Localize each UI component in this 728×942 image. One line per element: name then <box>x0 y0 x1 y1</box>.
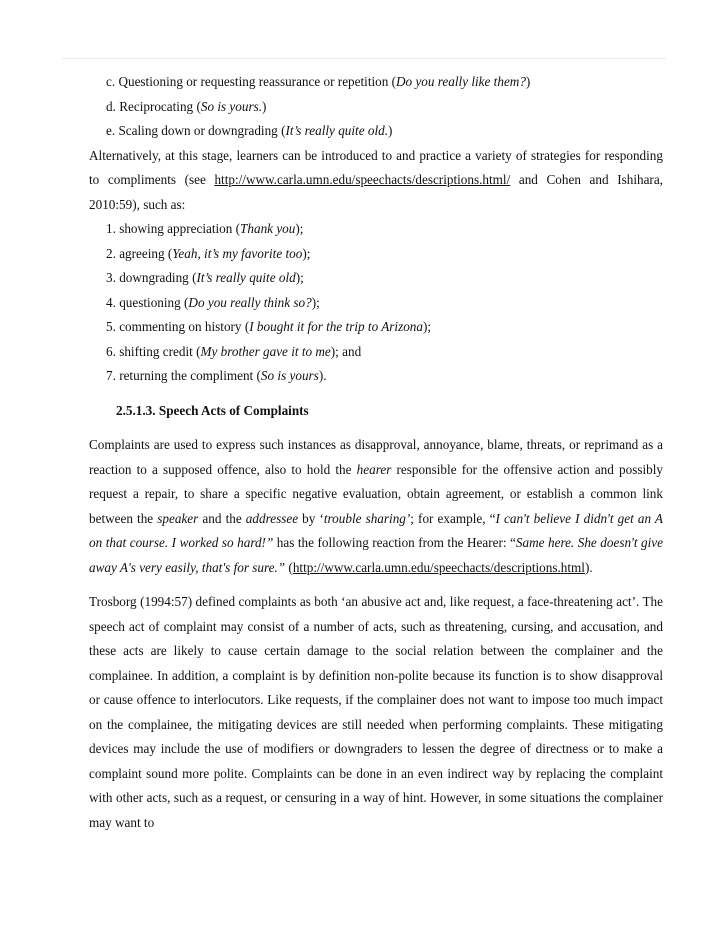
strategy-item: 2. agreeing (Yeah, it’s my favorite too); <box>106 245 311 261</box>
strategy-item: 1. showing appreciation (Thank you); <box>106 221 304 236</box>
spacer <box>89 580 663 590</box>
strategy-item: 6. shifting credit (My brother gave it to me); and <box>106 343 362 359</box>
strategy-item: 4. questioning (Do you really think so?); <box>106 294 320 310</box>
strategy-item: 5. commenting on history (I bought it for the trip to Arizona); <box>106 319 432 334</box>
descriptions-link[interactable]: http://www.carla.umn.edu/speechacts/descriptions.html/ <box>214 172 511 187</box>
paragraph-strategies: Alternatively, at this stage, learners can be introduced to and practice a variety of strategies for responding to compliments (see http://www.carla.umn.edu/speechacts/descriptions.html/ and Cohen and Ishihara, 2010:59), such as: <box>89 147 663 212</box>
list-item-e: e. Scaling down or downgrading (It’s really quite old.) <box>106 123 393 138</box>
paragraph-complaints: Complaints are used to express such instances as disapproval, annoyance, blame, threats, or reprimand as a reaction to a supposed offence, also to hold the hearer responsible for the offensive action and possibly request a repair, to share a specific negative evaluation, obtain agreement, or establish a common link between the speaker and the addressee by ‘trouble sharing’; for example, “I can't believe I didn't get an A on that course. I worked so hard!” has the following reaction from the Hearer: “Same here. She doesn't give away A's very easily, that's for sure.” (http://www.carla.umn.edu/speechacts/descriptions.html). <box>89 437 664 575</box>
descriptions-link[interactable]: http://www.carla.umn.edu/speechacts/descriptions.html <box>292 559 585 575</box>
spacer <box>89 423 663 433</box>
spacer <box>89 389 663 399</box>
header-divider <box>62 58 666 59</box>
list-item-d: d. Reciprocating (So is yours.) <box>106 98 267 114</box>
list-item-c: c. Questioning or requesting reassurance or repetition (Do you really like them?) <box>106 74 531 89</box>
section-heading: 2.5.1.3. Speech Acts of Complaints <box>116 402 309 418</box>
strategy-item: 7. returning the compliment (So is yours). <box>106 368 327 383</box>
strategy-item: 3. downgrading (It’s really quite old); <box>106 270 304 285</box>
paragraph-trosborg: Trosborg (1994:57) defined complaints as both ‘an abusive act and, like request, a face-threatening act’. The speech act of complaint may consist of a number of acts, such as threatening, cursing, and accusation, and these acts are likely to cause certain damage to the social relation between the complainer and the complainee. In addition, a complaint is by definition non-polite because its function is to show disapproval or cause offence to interlocutors. Like requests, if the complainer does not want to impose too much impact on the complainee, the mitigating devices are still needed when performing complaints. These mitigating devices may include the use of modifiers or downgraders to lessen the degree of directness or to make a complaint sound more polite. Complaints can be done in an even indirect way by replacing the complaint with other acts, such as a request, or censuring in a way of hint. However, in some situations the complainer may want to <box>89 594 663 830</box>
page-content <box>89 70 663 835</box>
